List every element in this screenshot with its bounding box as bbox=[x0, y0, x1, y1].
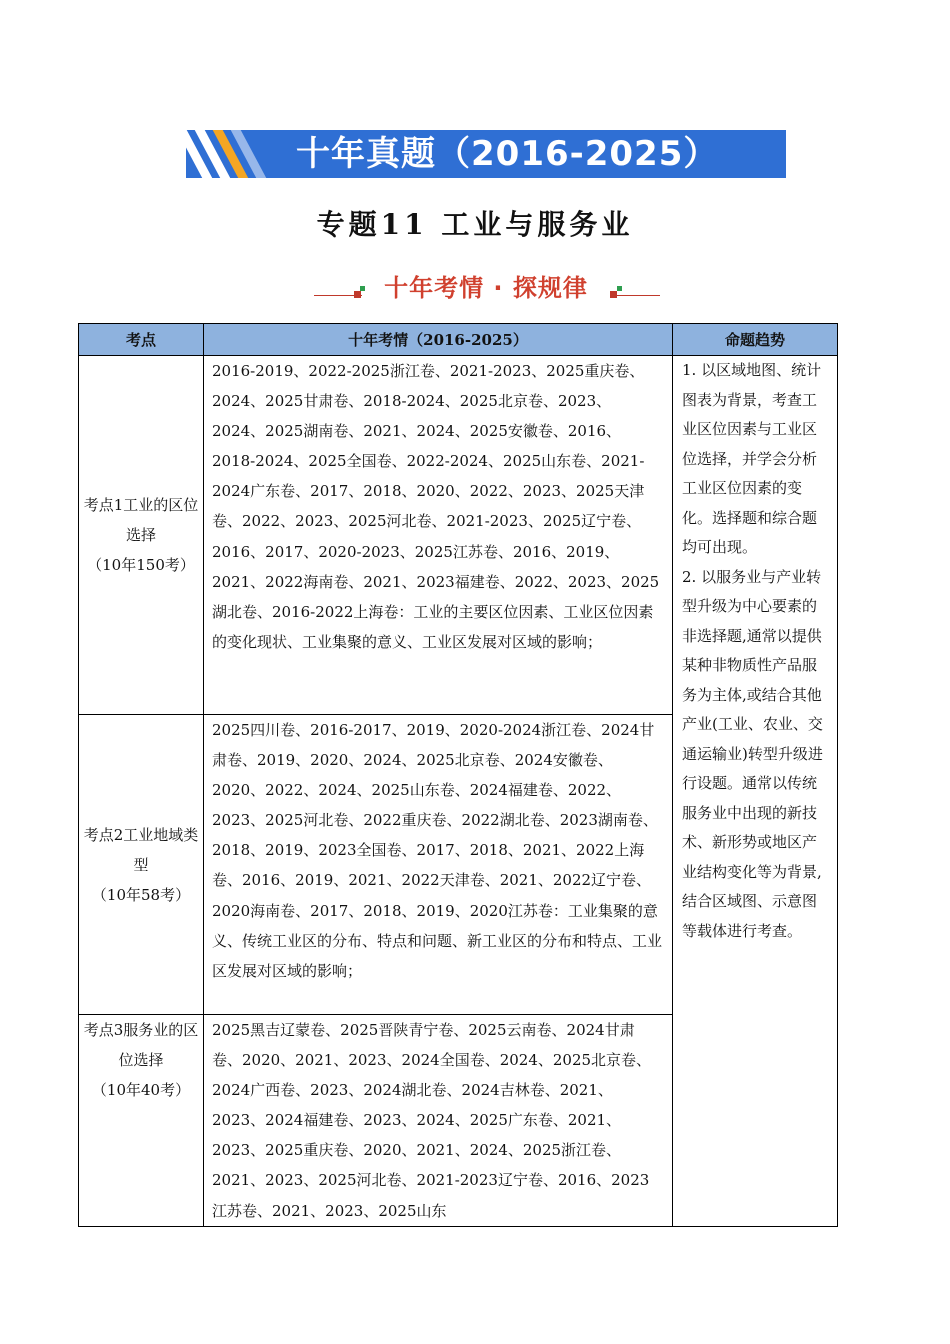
exam-point-count: （10年58考） bbox=[91, 885, 191, 904]
exam-point-name: 考点3服务业的区位选择 bbox=[83, 1021, 199, 1069]
subtitle-line-right bbox=[616, 295, 660, 296]
trend-paragraph: 1. 以区域地图、统计图表为背景，考查工业区位因素与工业区位选择，并学会分析工业区位因素的变化。选择题和综合题均可出现。 bbox=[682, 361, 822, 556]
section-subtitle bbox=[310, 268, 662, 308]
table-row bbox=[79, 356, 838, 715]
exam-summary-table bbox=[78, 323, 838, 1227]
banner-title: 十年真题（2016-2025） bbox=[296, 134, 719, 174]
exam-history-cell: 2025四川卷、2016-2017、2019、2020-2024浙江卷、2024甘肃卷、2019、2020、2024、2025北京卷、2024安徽卷、2020、2022、2024、2025山东卷、2024福建卷、2022、2023、2025河北卷、2022重庆卷、2022湖北卷、2023湖南卷、2018、2019、2023全国卷、2017、2018、2021、2022上海卷、2016、2019、2021、2022天津卷、2021、2022辽宁卷、2020海南卷、2017、2018、2019、2020江苏卷：工业集聚的意义、传统工业区的分布、特点和问题、新工业区的分布和特点、工业区发展对区域的影响； bbox=[204, 715, 673, 1015]
title-banner bbox=[186, 130, 786, 178]
exam-point-count: （10年150考） bbox=[87, 556, 195, 574]
table-header-row bbox=[79, 324, 838, 356]
exam-point-count: （10年40考） bbox=[91, 1081, 191, 1099]
header-history: 十年考情（2016-2025） bbox=[204, 324, 673, 356]
exam-point-name: 考点1工业的区位选择 bbox=[83, 496, 199, 544]
exam-point-name: 考点2工业地域类型 bbox=[83, 825, 199, 874]
exam-history-cell: 2016-2019、2022-2025浙江卷、2021-2023、2025重庆卷、2024、2025甘肃卷、2018-2024、2025北京卷、2023、2024、2025湖南卷、2021、2024、2025安徽卷、2016、2018-2024、2025全国卷、2022-2024、2025山东卷、2021-2024广东卷、2017、2018、2020、2022、2023、2025天津卷、2022、2023、2025河北卷、2021-2023、2025辽宁卷、2016、2017、2020-2023、2025江苏卷、2016、2019、2021、2022海南卷、2021、2023福建卷、2022、2023、2025湖北卷、2016-2022上海卷：工业的主要区位因素、工业区位因素的变化现状、工业集聚的意义、工业区发展对区域的影响； bbox=[204, 356, 673, 715]
header-point: 考点 bbox=[79, 324, 204, 356]
header-trend: 命题趋势 bbox=[673, 324, 838, 356]
exam-point-cell bbox=[79, 1015, 204, 1227]
subtitle-text: 十年考情 · 探规律 bbox=[384, 274, 588, 302]
trend-paragraph: 2. 以服务业与产业转型升级为中心要素的非选择题,通常以提供某种非物质性产品服务为主体,或结合其他产业(工业、农业、交通运输业)转型升级进行设题。通常以传统服务业中出现的新技术、新形势或地区产业结构变化等为背景,结合区域图、示意图等载体进行考查。 bbox=[682, 567, 823, 940]
exam-point-cell bbox=[79, 356, 204, 715]
exam-history-cell: 2025黑吉辽蒙卷、2025晋陕青宁卷、2025云南卷、2024甘肃卷、2020、2021、2023、2024全国卷、2024、2025北京卷、2024广西卷、2023、2024湖北卷、2024吉林卷、2021、2023、2024福建卷、2023、2024、2025广东卷、2021、2023、2025重庆卷、2020、2021、2024、2025浙江卷、2021、2023、2025河北卷、2021-2023辽宁卷、2016、2023江苏卷、2021、2023、2025山东 bbox=[204, 1015, 673, 1227]
trend-cell bbox=[673, 356, 838, 1227]
exam-point-cell bbox=[79, 715, 204, 1015]
subtitle-square-icon bbox=[617, 286, 622, 291]
document-title: 专题11 工业与服务业 bbox=[316, 208, 634, 241]
